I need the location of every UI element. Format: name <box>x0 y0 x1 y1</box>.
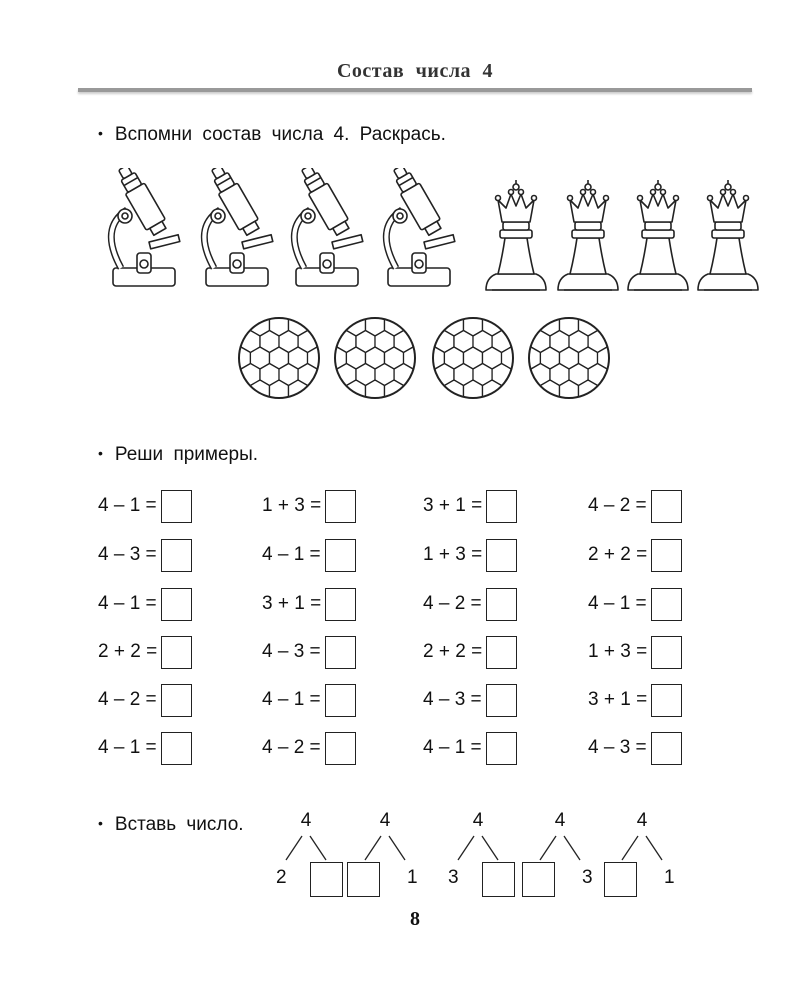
answer-box[interactable] <box>486 539 517 572</box>
answer-box[interactable] <box>325 684 356 717</box>
equation <box>423 489 517 523</box>
microscope-picture[interactable] <box>198 168 278 298</box>
answer-box[interactable] <box>651 490 682 523</box>
answer-box[interactable] <box>651 588 682 621</box>
tree-branch-left <box>365 836 381 860</box>
answer-box[interactable] <box>651 539 682 572</box>
soccer-ball-picture[interactable] <box>431 316 515 405</box>
equation-text: 3 + 1 = <box>423 495 483 516</box>
tree-branches <box>612 810 702 870</box>
equation-text: 4 – 2 = <box>98 689 157 710</box>
tree-branch-right <box>389 836 405 860</box>
page-number: 8 <box>410 908 420 930</box>
equation-text: 1 + 3 = <box>262 495 322 516</box>
answer-box[interactable] <box>486 588 517 621</box>
answer-box[interactable] <box>161 684 192 717</box>
equation <box>98 731 192 765</box>
equation-text: 4 – 1 = <box>98 495 157 516</box>
equation <box>262 635 356 669</box>
task-insert <box>98 814 244 836</box>
equation-text: 4 – 3 = <box>588 737 647 758</box>
tree-known-number: 1 <box>407 867 418 888</box>
answer-box[interactable] <box>161 539 192 572</box>
equation <box>262 538 356 572</box>
equation-text: 4 – 1 = <box>262 689 321 710</box>
soccer-ball-picture[interactable] <box>237 316 321 405</box>
soccer-ball-picture[interactable] <box>527 316 611 405</box>
tree-answer-box[interactable] <box>347 862 380 897</box>
tree-branch-left <box>622 836 638 860</box>
bullet: • <box>98 445 103 461</box>
equation-text: 4 – 2 = <box>588 495 647 516</box>
microscope-picture[interactable] <box>288 168 368 298</box>
answer-box[interactable] <box>325 636 356 669</box>
equation-text: 4 – 1 = <box>98 737 157 758</box>
answer-box[interactable] <box>325 539 356 572</box>
equation <box>588 538 682 572</box>
tree-top-number: 4 <box>636 810 648 831</box>
equation <box>98 489 192 523</box>
tree-branch-right <box>646 836 662 860</box>
equation <box>98 683 192 717</box>
equation <box>262 731 356 765</box>
equation <box>98 538 192 572</box>
equation-text: 4 – 1 = <box>98 593 157 614</box>
tree-branch-right <box>564 836 580 860</box>
task-solve <box>98 444 258 466</box>
answer-box[interactable] <box>161 490 192 523</box>
equation <box>262 489 356 523</box>
answer-box[interactable] <box>325 732 356 765</box>
task-insert-text: Вставь число. <box>114 814 244 835</box>
bullet: • <box>98 815 103 831</box>
answer-box[interactable] <box>486 636 517 669</box>
equation-text: 1 + 3 = <box>588 641 648 662</box>
equation <box>588 731 682 765</box>
answer-box[interactable] <box>325 588 356 621</box>
number-tree <box>612 810 732 900</box>
microscope-picture[interactable] <box>380 168 460 298</box>
tree-answer-box[interactable] <box>604 862 637 897</box>
equation-text: 4 – 2 = <box>262 737 321 758</box>
tree-known-number: 1 <box>664 867 675 888</box>
equation <box>98 587 192 621</box>
tree-branches <box>530 810 620 870</box>
equation <box>423 538 517 572</box>
tree-branch-left <box>458 836 474 860</box>
tree-branch-left <box>540 836 556 860</box>
equation-text: 3 + 1 = <box>262 593 322 614</box>
equation-text: 4 – 3 = <box>98 544 157 565</box>
equation <box>588 489 682 523</box>
equation <box>262 683 356 717</box>
equation <box>423 587 517 621</box>
equation-text: 2 + 2 = <box>98 641 158 662</box>
task-solve-text: Реши примеры. <box>114 444 259 465</box>
chess-queen-picture[interactable] <box>622 178 694 301</box>
tree-branch-right <box>482 836 498 860</box>
answer-box[interactable] <box>651 684 682 717</box>
tree-top-number: 4 <box>300 810 312 831</box>
equation-text: 4 – 3 = <box>262 641 321 662</box>
equation <box>262 587 356 621</box>
tree-top-number: 4 <box>379 810 391 831</box>
equation-text: 4 – 1 = <box>588 593 647 614</box>
equation-text: 1 + 3 = <box>423 544 483 565</box>
answer-box[interactable] <box>486 732 517 765</box>
equation-text: 2 + 2 = <box>588 544 648 565</box>
answer-box[interactable] <box>651 636 682 669</box>
page-title: Состав числа 4 <box>336 60 494 82</box>
tree-answer-box[interactable] <box>482 862 515 897</box>
answer-box[interactable] <box>161 636 192 669</box>
equation-text: 4 – 1 = <box>262 544 321 565</box>
answer-box[interactable] <box>161 588 192 621</box>
tree-answer-box[interactable] <box>310 862 343 897</box>
tree-branches <box>276 810 366 870</box>
tree-branch-left <box>286 836 302 860</box>
tree-top-number: 4 <box>472 810 484 831</box>
equation-text: 2 + 2 = <box>423 641 483 662</box>
tree-known-number: 3 <box>582 867 593 888</box>
tree-branches <box>355 810 445 870</box>
answer-box[interactable] <box>651 732 682 765</box>
answer-box[interactable] <box>161 732 192 765</box>
equation <box>423 635 517 669</box>
soccer-ball-picture[interactable] <box>333 316 417 405</box>
task-color-text: Вспомни состав числа 4. Раскрась. <box>114 124 446 145</box>
tree-known-number: 2 <box>276 867 287 888</box>
equation <box>588 683 682 717</box>
answer-box[interactable] <box>325 490 356 523</box>
answer-box[interactable] <box>486 684 517 717</box>
bullet: • <box>98 125 103 141</box>
equation-text: 4 – 3 = <box>423 689 482 710</box>
tree-branch-right <box>310 836 326 860</box>
equation <box>423 731 517 765</box>
equation-text: 4 – 2 = <box>423 593 482 614</box>
chess-queen-picture[interactable] <box>692 178 764 301</box>
chess-queen-picture[interactable] <box>480 178 552 301</box>
tree-branches <box>448 810 538 870</box>
equation <box>98 635 192 669</box>
tree-known-number: 3 <box>448 867 459 888</box>
microscope-picture[interactable] <box>105 168 185 298</box>
answer-box[interactable] <box>486 490 517 523</box>
equation-text: 3 + 1 = <box>588 689 648 710</box>
equation-text: 4 – 1 = <box>423 737 482 758</box>
equation <box>588 635 682 669</box>
equation <box>423 683 517 717</box>
tree-answer-box[interactable] <box>522 862 555 897</box>
equation <box>588 587 682 621</box>
tree-top-number: 4 <box>554 810 566 831</box>
chess-queen-picture[interactable] <box>552 178 624 301</box>
